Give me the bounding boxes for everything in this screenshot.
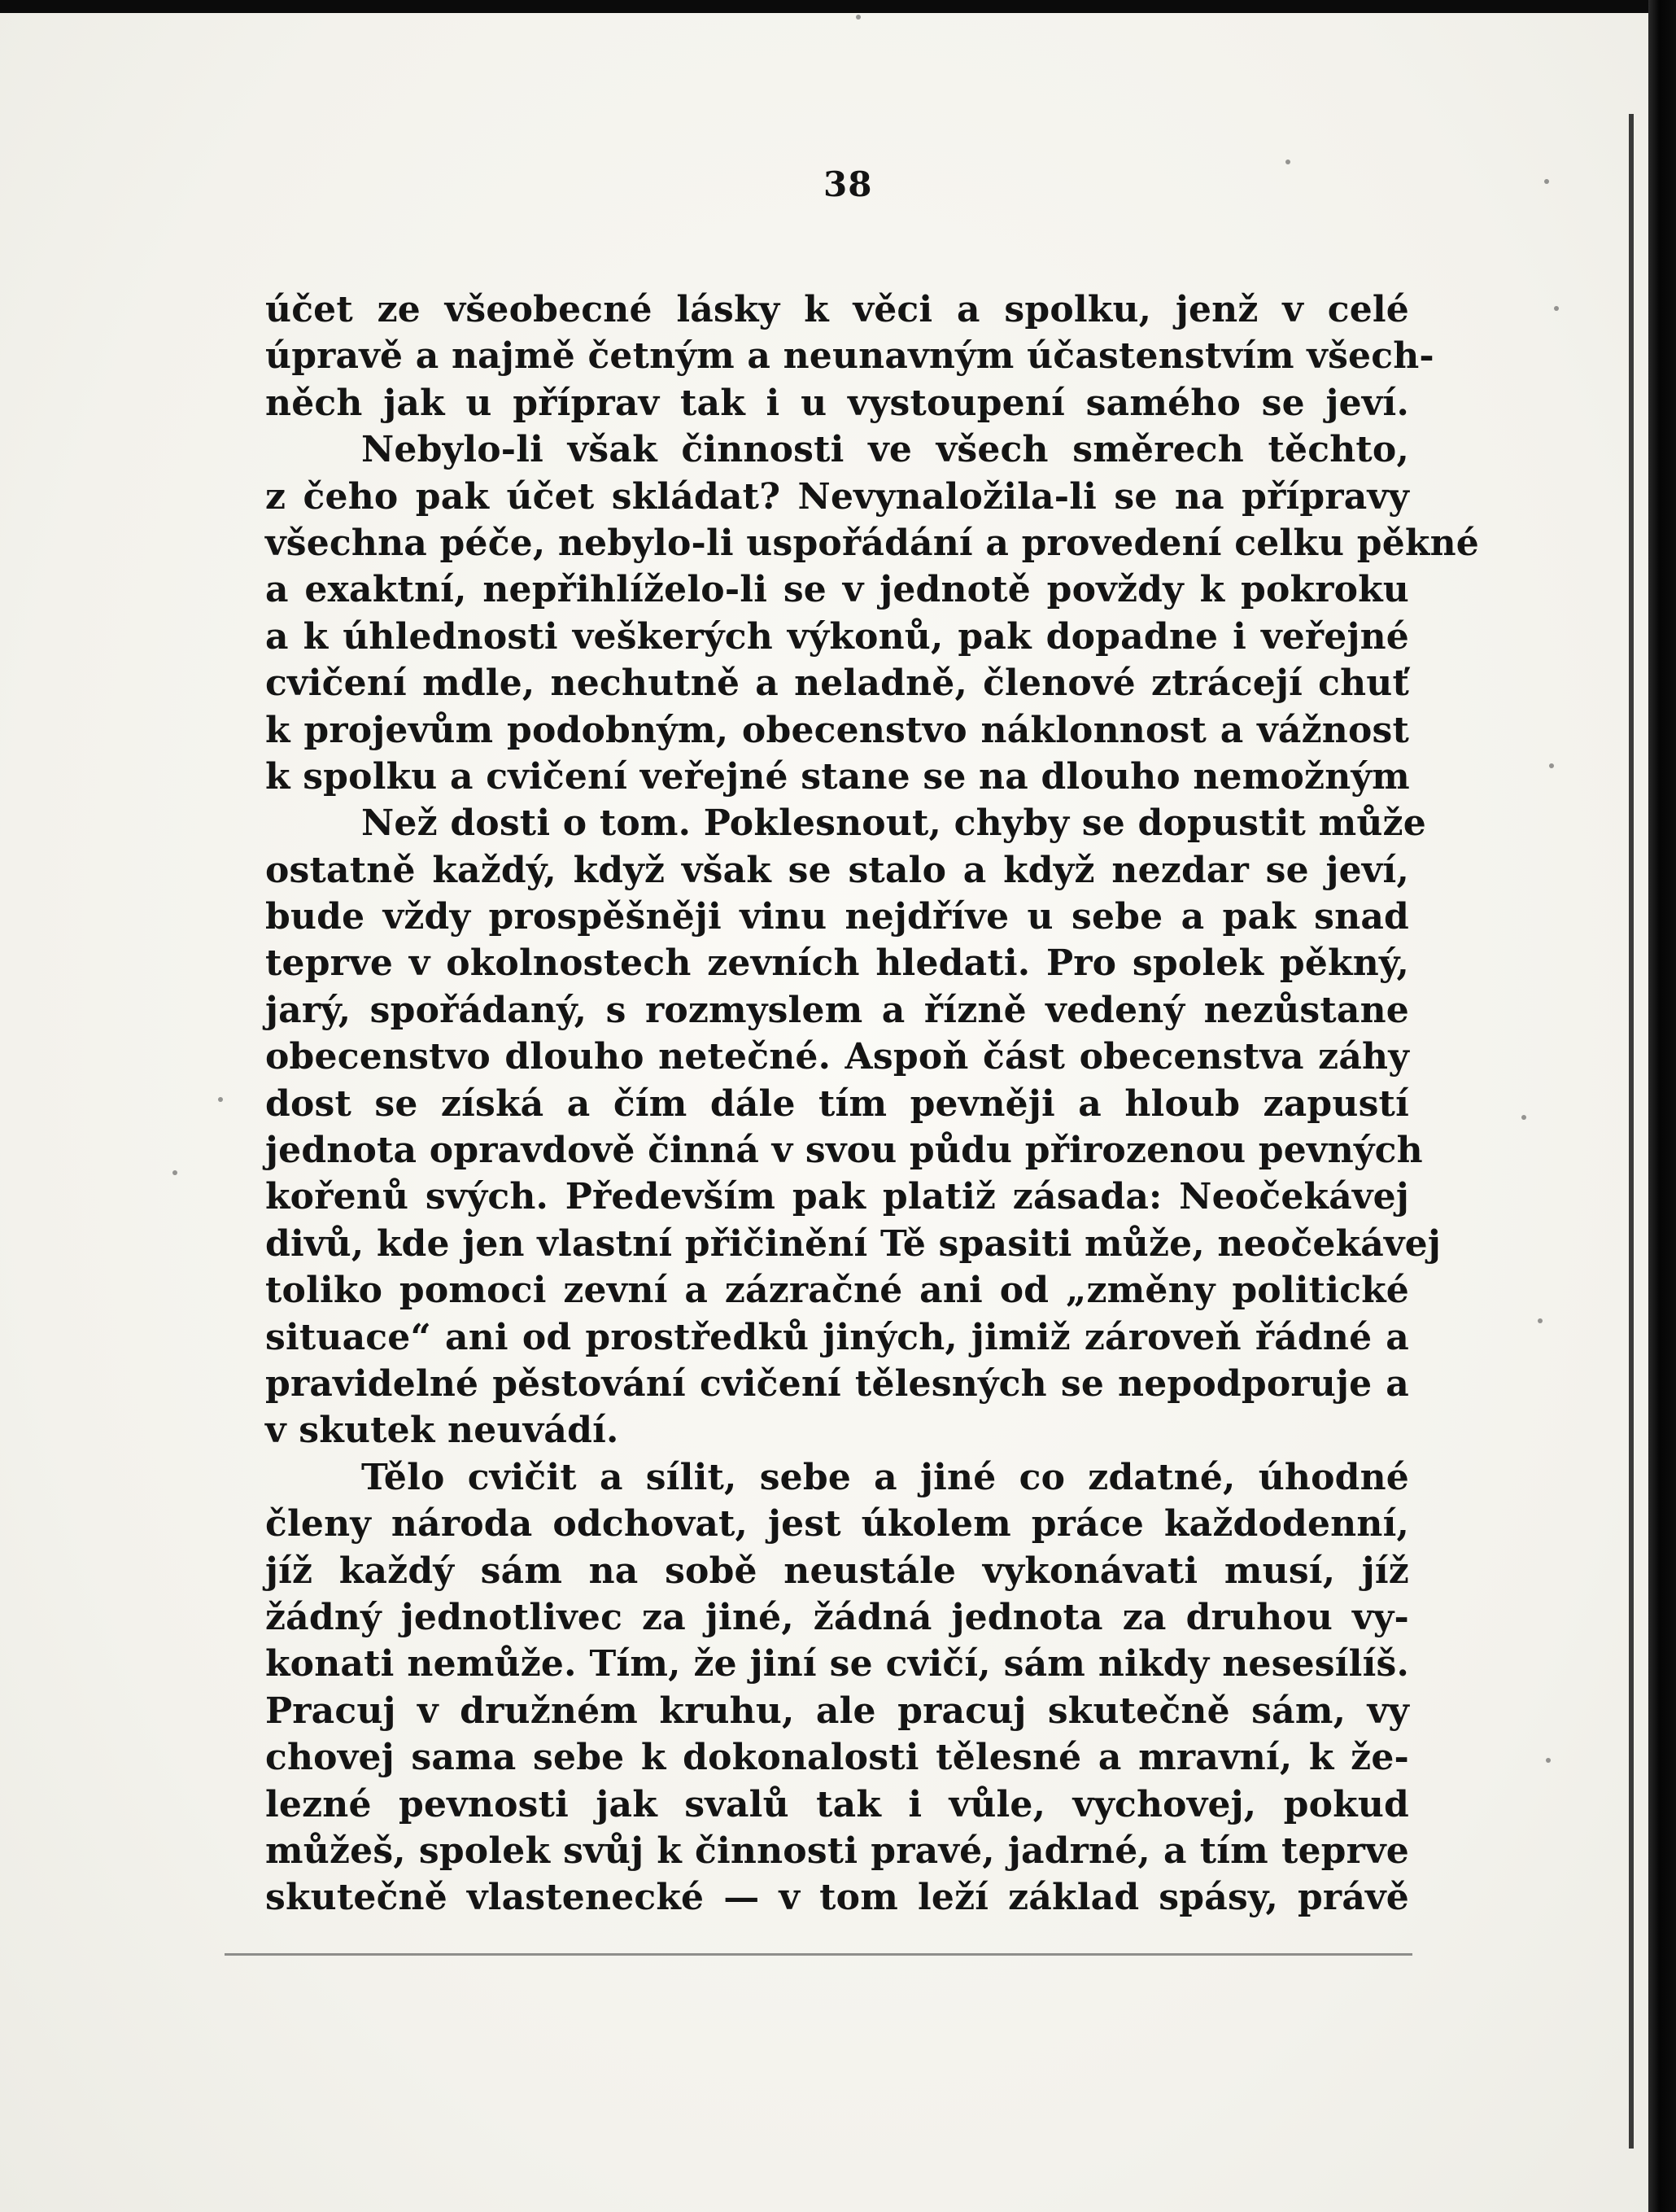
text-line: z čeho pak účet skládat? Nevynaložila-li se na přípravy (265, 475, 1409, 518)
scan-speck (1544, 179, 1549, 184)
scan-speck (218, 1097, 223, 1102)
scan-speck (1521, 1115, 1526, 1120)
scan-speck (172, 1170, 177, 1175)
text-line: úpravě a najmě četným a neunavným účastenstvím všech- (265, 335, 1434, 378)
text-line: bude vždy prospěšněji vinu nejdříve u sebe a pak snad (265, 896, 1409, 938)
scan-speck (1554, 306, 1559, 311)
text-line: Tělo cvičit a sílit, sebe a jiné co zdatné, úhodné (361, 1456, 1409, 1498)
text-line: členy národa odchovat, jest úkolem práce každodenní, (265, 1503, 1409, 1545)
scan-speck (1538, 1318, 1543, 1323)
text-line: obecenstvo dlouho netečné. Aspoň část obecenstva záhy (265, 1036, 1409, 1078)
text-line: a k úhlednosti veškerých výkonů, pak dopadne i veřejné (265, 615, 1409, 658)
text-line: Pracuj v družném kruhu, ale pracuj skutečně sám, vy (265, 1690, 1409, 1732)
text-line: jednota opravdově činná v svou půdu přirozenou pevných (265, 1130, 1423, 1172)
body-text (265, 286, 1479, 1921)
text-line: a exaktní, nepřihlíželo-li se v jednotě povždy k pokroku (265, 569, 1409, 611)
text-line: teprve v okolnostech zevních hledati. Pro spolek pěkný, (265, 942, 1409, 985)
text-line: situace“ ani od prostředků jiných, jimiž zároveň řádné a (265, 1316, 1409, 1358)
text-line: toliko pomoci zevní a zázračné ani od „změny politické (265, 1270, 1409, 1312)
scan-speck (1546, 1758, 1551, 1763)
text-line: chovej sama sebe k dokonalosti tělesné a mravní, k že- (265, 1737, 1409, 1779)
scan-top-border (0, 0, 1676, 13)
text-line: pravidelné pěstování cvičení tělesných se nepodporuje a (265, 1362, 1409, 1405)
text-line: Nebylo-li však činnosti ve všech směrech těchto, (361, 429, 1409, 471)
text-line: v skutek neuvádí. (265, 1410, 619, 1452)
text-line: cvičení mdle, nechutně a neladně, členové ztrácejí chuť (265, 662, 1409, 705)
text-line: k spolku a cvičení veřejné stane se na dlouho nemožným (265, 755, 1410, 798)
text-line: skutečně vlastenecké — v tom leží základ spásy, právě (265, 1877, 1409, 1919)
text-line: ostatně každý, když však se stalo a když nezdar se jeví, (265, 849, 1409, 891)
scan-speck (1285, 160, 1290, 164)
text-line: žádný jednotlivec za jiné, žádná jednota za druhou vy- (265, 1596, 1409, 1638)
text-line: něch jak u příprav tak i u vystoupení samého se jeví. (265, 382, 1409, 424)
text-line: účet ze všeobecné lásky k věci a spolku, jenž v celé (265, 289, 1409, 330)
page-edge-shadow (1629, 114, 1634, 2149)
page-number: 38 (823, 164, 873, 204)
scan-speck (856, 15, 861, 20)
text-line: k projevům podobným, obecenstvo náklonnost a vážnost (265, 709, 1409, 751)
text-line: Než dosti o tom. Poklesnout, chyby se dopustit může (361, 802, 1426, 845)
text-line: jíž každý sám na sobě neustále vykonávati musí, jíž (265, 1550, 1409, 1592)
text-line: kořenů svých. Především pak platiž zásada: Neočekávej (265, 1176, 1409, 1218)
text-line: dost se získá a čím dále tím pevněji a hloub zapustí (265, 1082, 1409, 1125)
text-line: konati nemůže. Tím, že jiní se cvičí, sám nikdy nesesílíš. (265, 1643, 1409, 1685)
text-line: můžeš, spolek svůj k činnosti pravé, jadrné, a tím teprve (265, 1829, 1409, 1872)
text-line: divů, kde jen vlastní přičinění Tě spasiti může, neočekávej (265, 1222, 1442, 1265)
text-line: lezné pevnosti jak svalů tak i vůle, vychovej, pokud (265, 1783, 1409, 1825)
bottom-rule (225, 1953, 1412, 1956)
scan-speck (1549, 763, 1554, 768)
text-line: všechna péče, nebylo-li uspořádání a provedení celku pěkné (265, 522, 1479, 564)
scan-right-border (1648, 0, 1676, 2212)
text-line: jarý, spořádaný, s rozmyslem a řízně vedený nezůstane (265, 989, 1409, 1031)
